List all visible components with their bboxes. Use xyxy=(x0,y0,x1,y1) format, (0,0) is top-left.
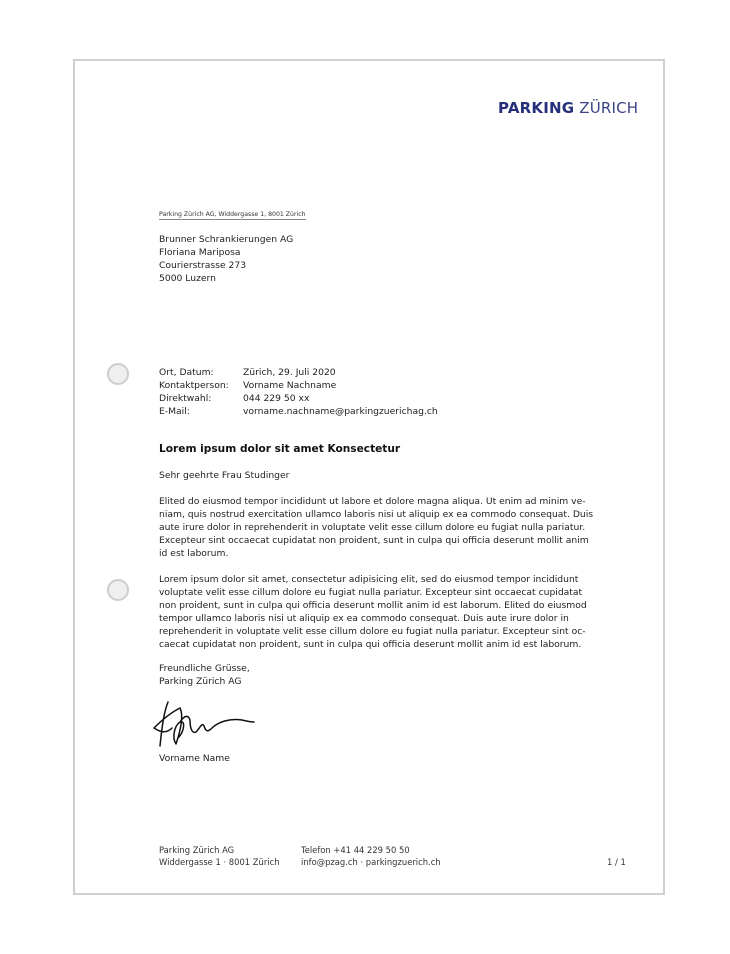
text-line: voluptate velit esse cillum dolore eu fugiat nulla pariatur. Excepteur sint occaecat cupidatat xyxy=(159,587,583,598)
company-logo xyxy=(498,99,638,117)
text-line: non proident, sunt in culpa qui officia deserunt mollit anim id est laborum. Elited do eiusmod xyxy=(159,600,587,611)
meta-row-contact xyxy=(159,379,438,392)
meta-label: Kontaktperson: xyxy=(159,380,229,391)
punch-hole-marker xyxy=(107,363,129,385)
footer-line: Parking Zürich AG xyxy=(159,845,235,855)
logo-bold: PARKING xyxy=(498,99,575,117)
punch-hole-marker xyxy=(107,579,129,601)
logo-light: ZÜRICH xyxy=(579,99,639,117)
text-line: Elited do eiusmod tempor incididunt ut labore et dolore magna aliqua. Ut enim ad minim ve- xyxy=(159,496,586,507)
signature-image xyxy=(150,698,260,750)
text-line: niam, quis nostrud exercitation ullamco laboris nisi ut aliquip ex ea commodo consequat. Duis xyxy=(159,509,594,520)
meta-row-phone xyxy=(159,392,438,405)
page-number: 1 / 1 xyxy=(607,857,626,867)
footer-contact xyxy=(301,845,441,868)
letter-meta xyxy=(159,366,438,418)
meta-value: 044 229 50 xx xyxy=(243,393,310,404)
meta-label: Direktwahl: xyxy=(159,393,212,404)
recipient-line: Floriana Mariposa xyxy=(159,247,241,258)
footer-line: info@pzag.ch · parkingzuerich.ch xyxy=(301,856,441,867)
text-line: reprehenderit in voluptate velit esse cillum dolore eu fugiat nulla pariatur. Excepteur sint oc- xyxy=(159,626,586,637)
text-line: id est laborum. xyxy=(159,548,229,559)
footer-line: Widdergasse 1 · 8001 Zürich xyxy=(159,856,280,867)
recipient-line: Brunner Schrankierungen AG xyxy=(159,234,294,245)
text-line: Lorem ipsum dolor sit amet, consectetur adipisicing elit, sed do eiusmod tempor incididunt xyxy=(159,574,579,585)
text-line: Excepteur sint occaecat cupidatat non proident, sunt in culpa qui officia deserunt mollit anim xyxy=(159,535,589,546)
meta-row-date xyxy=(159,366,438,379)
footer-line: Telefon +41 44 229 50 50 xyxy=(301,845,410,855)
sender-return-address: Parking Zürich AG, Widdergasse 1, 8001 Zürich xyxy=(159,211,306,218)
meta-row-email xyxy=(159,405,438,418)
salutation: Sehr geehrte Frau Studinger xyxy=(159,470,290,481)
recipient-line: Courierstrasse 273 xyxy=(159,260,247,271)
body-paragraph xyxy=(159,495,594,560)
meta-label: Ort, Datum: xyxy=(159,367,214,378)
recipient-line: 5000 Luzern xyxy=(159,273,216,284)
text-line: tempor ullamco laboris nisi ut aliquip ex ea commodo consequat. Duis aute irure dolor in xyxy=(159,613,569,624)
meta-value: Zürich, 29. Juli 2020 xyxy=(243,367,336,378)
closing-line: Parking Zürich AG xyxy=(159,676,242,687)
meta-value: Vorname Nachname xyxy=(243,380,337,391)
meta-label: E-Mail: xyxy=(159,406,190,417)
closing xyxy=(159,662,250,688)
closing-line: Freundliche Grüsse, xyxy=(159,663,250,674)
text-line: aute irure dolor in reprehenderit in voluptate velit esse cillum dolore eu fugiat nulla pariatur. xyxy=(159,522,586,533)
recipient-address xyxy=(159,233,293,285)
meta-value: vorname.nachname@parkingzuerichag.ch xyxy=(243,406,438,417)
signer-name: Vorname Name xyxy=(159,753,230,764)
text-line: caecat cupidatat non proident, sunt in culpa qui officia deserunt mollit anim id est laborum. xyxy=(159,639,582,650)
body-paragraph xyxy=(159,573,587,651)
footer-company xyxy=(159,845,280,868)
letter-subject: Lorem ipsum dolor sit amet Konsectetur xyxy=(159,443,401,455)
